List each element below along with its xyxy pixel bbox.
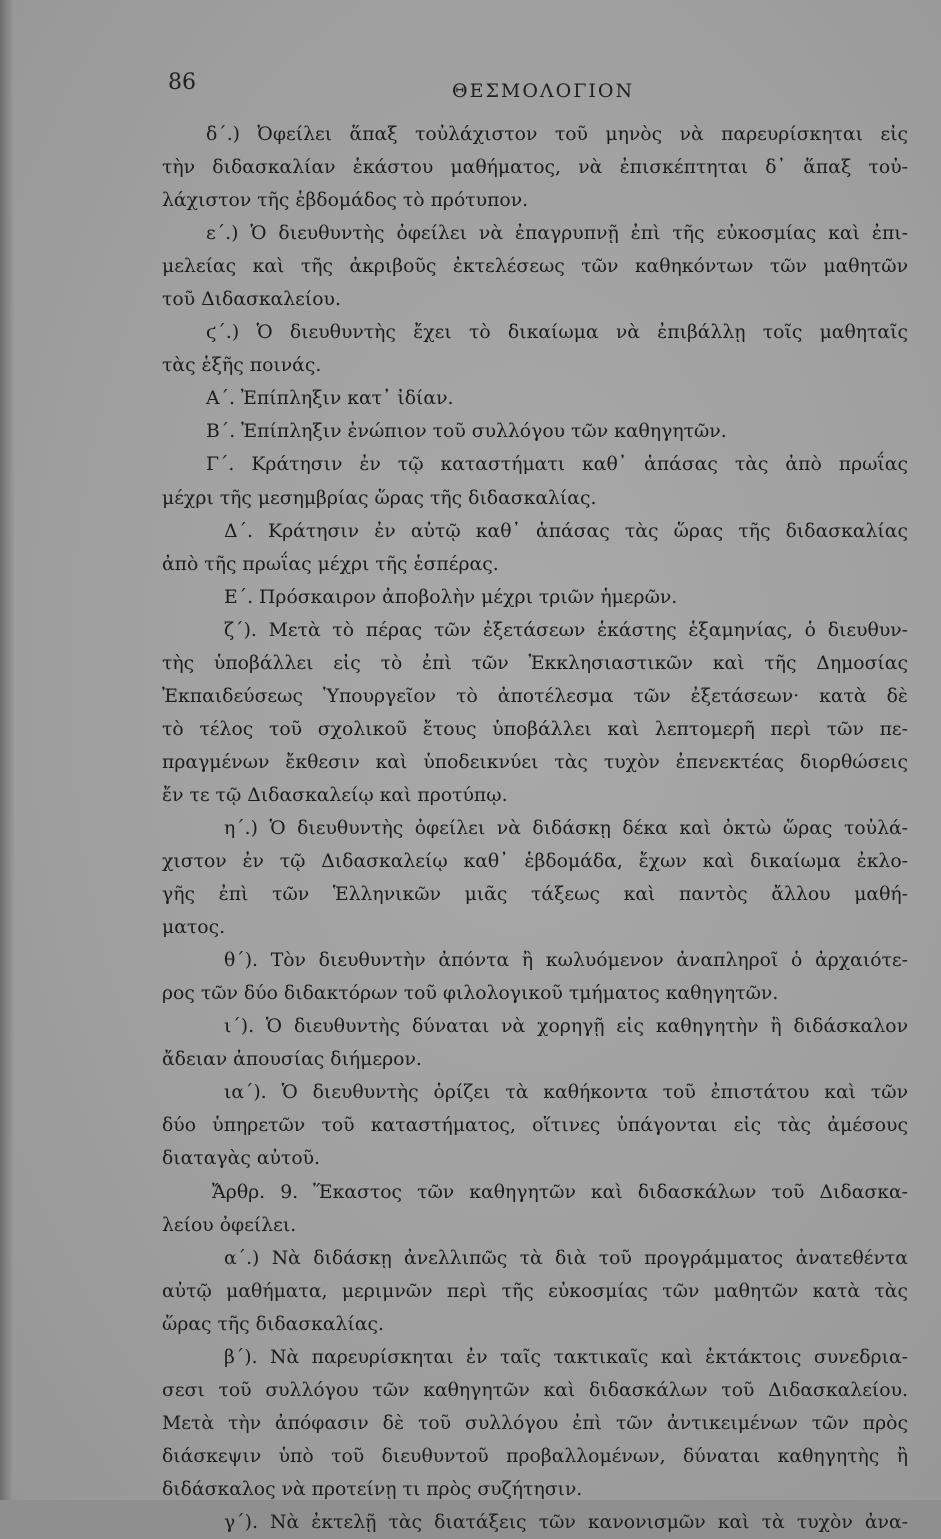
text-line: γῆς ἐπὶ τῶν Ἑλληνικῶν μιᾶς τάξεως καὶ παντὸς ἄλλου μαθή- — [162, 884, 908, 906]
text-line: αὐτῷ μαθήματα, μεριμνῶν περὶ τῆς εὐκοσμίας τῶν μαθητῶν κατὰ τὰς — [162, 1280, 908, 1302]
text-line: ρος τῶν δύο διδακτόρων τοῦ φιλολογικοῦ τμήματος καθηγητῶν. — [162, 983, 779, 1005]
text-line: ἄδειαν ἀπουσίας διήμερον. — [162, 1049, 422, 1071]
text-line: τὴς ὑποβάλλει εἰς τὸ ἐπὶ τῶν Ἐκκλησιαστικῶν καὶ τῆς Δημοσίας — [162, 652, 908, 674]
text-line: δ΄.) Ὀφείλει ἅπαξ τοὐλάχιστον τοῦ μηνὸς νὰ παρευρίσκηται εἰς — [206, 124, 908, 145]
text-line: διδάσκαλος νὰ προτείνῃ τι πρὸς συζήτησιν. — [162, 1478, 583, 1500]
text-line: δύο ὑπηρετῶν τοῦ καταστήματος, οἵτινες ὑπάγονται εἰς τὰς ἀμέσους — [162, 1115, 908, 1137]
text-line: τὸ τέλος τοῦ σχολικοῦ ἔτους ὑποβάλλει καὶ λεπτομερῆ περὶ τῶν πε- — [162, 718, 908, 740]
text-line: ματος. — [162, 917, 226, 939]
text-line: η΄.) Ὁ διευθυντὴς ὀφείλει νὰ διδάσκῃ δέκα καὶ ὀκτὼ ὥρας τοὐλά- — [224, 817, 908, 839]
text-line: ε΄.) Ὁ διευθυντὴς ὀφείλει νὰ ἐπαγρυπνῇ ἐπὶ τῆς εὐκοσμίας καὶ ἐπι- — [206, 223, 908, 245]
text-line: ι΄). Ὁ διευθυντὴς δύναται νὰ χορηγῇ εἰς καθηγητὴν ἢ διδάσκαλον — [224, 1016, 908, 1038]
text-line: μέχρι τῆς μεσημβρίας ὥρας τῆς διδασκαλίας. — [162, 487, 597, 509]
text-line: ἀπὸ τῆς πρωΐας μέχρι τῆς ἑσπέρας. — [162, 553, 499, 575]
text-line: ϛ΄.) Ὁ διευθυντὴς ἔχει τὸ δικαίωμα νὰ ἐπιβάλλῃ τοῖς μαθηταῖς — [206, 322, 908, 344]
text-line: Α΄. Ἐπίπληξιν κατ᾽ ἰδίαν. — [206, 388, 454, 410]
page-number: 86 — [168, 70, 196, 95]
text-line: ὥρας τῆς διδασκαλίας. — [162, 1313, 385, 1335]
text-line: διαταγὰς αὐτοῦ. — [162, 1148, 321, 1170]
text-line: α΄.) Νὰ διδάσκῃ ἀνελλιπῶς τὰ διὰ τοῦ προγράμματος ἀνατεθέντα — [224, 1247, 908, 1269]
text-line: ἔν τε τῷ Διδασκαλείῳ καὶ προτύπῳ. — [162, 784, 508, 806]
text-line: χιστον ἐν τῷ Διδασκαλείῳ καθ᾽ ἑβδομάδα, ἔχων καὶ δικαίωμα ἐκλο- — [162, 851, 908, 873]
text-line: Ἐκπαιδεύσεως Ὑπουργεῖον τὸ ἀποτέλεσμα τῶν ἐξετάσεων· κατὰ δὲ — [162, 685, 908, 707]
text-line: ια΄). Ὁ διευθυντὴς ὁρίζει τὰ καθήκοντα τοῦ ἐπιστάτου καὶ τῶν — [224, 1082, 908, 1104]
text-line: θ΄). Τὸν διευθυντὴν ἀπόντα ἢ κωλυόμενον ἀναπληροῖ ὁ ἀρχαιότε- — [224, 950, 908, 972]
text-line: σεσι τοῦ συλλόγου τῶν καθηγητῶν καὶ διδασκάλων τοῦ Διδασκαλείου. — [162, 1379, 908, 1401]
text-line: πραγμένων ἔκθεσιν καὶ ὑποδεικνύει τὰς τυχὸν ἐπενεκτέας διορθώσεις — [162, 751, 908, 773]
text-line: ζ΄). Μετὰ τὸ πέρας τῶν ἐξετάσεων ἑκάστης ἑξαμηνίας, ὁ διευθυν- — [224, 619, 908, 641]
text-line: μελείας καὶ τῆς ἀκριβοῦς ἐκτελέσεως τῶν καθηκόντων τῶν μαθητῶν — [162, 256, 908, 278]
text-line: Γ΄. Κράτησιν ἐν τῷ καταστήματι καθ᾽ ἁπάσας τὰς ἀπὸ πρωΐας — [206, 454, 908, 476]
text-line: γ΄). Νὰ ἐκτελῇ τὰς διατάξεις τῶν κανονισμῶν καὶ τὰ τυχὸν ἀνα- — [224, 1511, 908, 1533]
text-line: λείου ὀφείλει. — [162, 1214, 297, 1236]
text-line: λάχιστον τῆς ἑβδομάδος τὸ πρότυπον. — [162, 190, 529, 212]
text-line: διάσκεψιν ὑπὸ τοῦ διευθυντοῦ προβαλλομένων, δύναται καθηγητὴς ἢ — [162, 1445, 908, 1467]
page-spine-shadow — [0, 0, 14, 1500]
text-line: β΄). Νὰ παρευρίσκηται ἐν ταῖς τακτικαῖς καὶ ἐκτάκτοις συνεδρια- — [224, 1346, 908, 1368]
text-line: Ε΄. Πρόσκαιρον ἀποβολὴν μέχρι τριῶν ἡμερῶν. — [224, 586, 678, 608]
text-line: τὰς ἑξῆς ποινάς. — [162, 355, 322, 377]
text-line: Δ΄. Κράτησιν ἐν αὐτῷ καθ᾽ ἁπάσας τὰς ὥρας τῆς διδασκαλίας — [224, 520, 908, 542]
text-line: Μετὰ τὴν ἀπόφασιν δὲ τοῦ συλλόγου ἐπὶ τῶν ἀντικειμένων τῶν πρὸς — [162, 1412, 908, 1434]
text-line: Β΄. Ἐπίπληξιν ἐνώπιον τοῦ συλλόγου τῶν καθηγητῶν. — [206, 421, 727, 443]
text-line: Ἄρθρ. 9. Ἕκαστος τῶν καθηγητῶν καὶ διδασκάλων τοῦ Διδασκα- — [212, 1181, 908, 1203]
text-line: τοῦ Διδασκαλείου. — [162, 289, 341, 311]
text-line: τὴν διδασκαλίαν ἑκάστου μαθήματος, νὰ ἐπισκέπτηται δ᾽ ἅπαξ τοὐ- — [162, 157, 908, 179]
running-title: ΘΕΣΜΟΛΟΓΙΟΝ — [452, 80, 635, 102]
body-text — [162, 118, 908, 1539]
